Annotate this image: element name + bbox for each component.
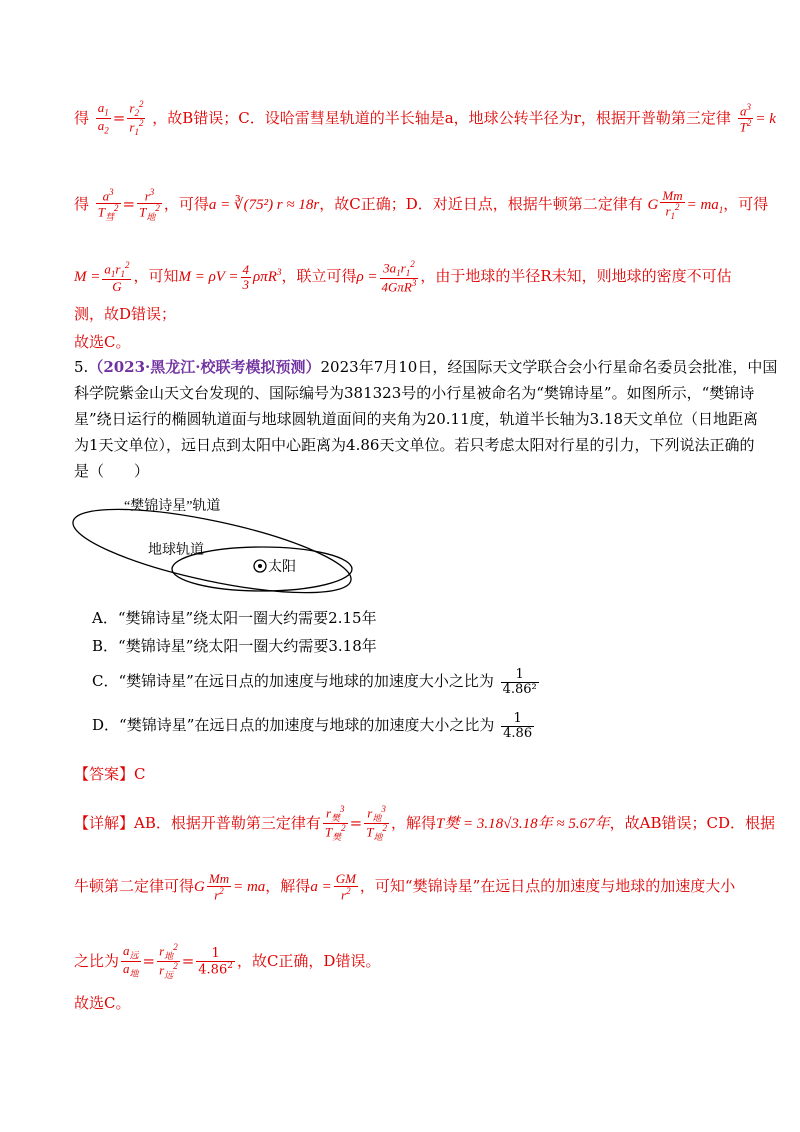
question-line-5: 是（ ） <box>74 462 150 480</box>
answer-line: 【答案】C <box>74 765 146 783</box>
orbit-diagram <box>72 494 372 604</box>
option-d-fraction: $\frac{1}{4.86}$ <box>503 711 533 741</box>
option-c[interactable]: C．“樊锦诗星”在远日点的加速度与地球的加速度大小之比为 $\frac{1}{\text{4.86²}}$ <box>92 667 537 697</box>
option-b[interactable]: B．“樊锦诗星”绕太阳一圈大约需要3.18年 <box>92 637 377 655</box>
explanation-line-3: 之比为 $\frac{a_远}{a_地}$ = $\frac{r_地^2}{r_远^2}$ = $\frac{1}{4.86^2}$ ，故C正确，D错误。 <box>74 942 381 981</box>
option-d[interactable]: D．“樊锦诗星”在远日点的加速度与地球的加速度大小之比为 $\frac{1}{4.86}$ <box>92 711 533 741</box>
label-sun: 太阳 <box>268 560 296 575</box>
solution-line-3: M = $\frac{a_1r_1^2}{G}$ ，可知M = ρV = $\frac{4}{3}$ ρπR$^3$，联立可得ρ = $\frac{3a_1r_1^2}{4G\pi R^3}$ ，由于地球的半径R未知，则地球的密度不可估 <box>74 259 732 295</box>
formula-a-ratio: $\frac{a_1}{a_2}$ <box>97 100 109 136</box>
option-a[interactable]: A．“樊锦诗星”绕太阳一圈大约需要2.15年 <box>92 609 377 627</box>
label-asteroid-orbit: “樊锦诗星”轨道 <box>124 499 221 514</box>
solution-line-1: 得 $\frac{a_1}{a_2}$ = $\frac{r_2^2}{r_1^2}$ ，故B错误；C．设哈雷彗星轨道的半长轴是a，地球公转半径为r，根据开普勒第三定律 $\frac{a^3}{T^2}$ = k <box>74 99 776 138</box>
label-earth-orbit: 地球轨道 <box>148 543 204 558</box>
option-c-fraction: $\frac{1}{\text{4.86²}}$ <box>502 667 537 697</box>
question-line-1: 5.（2023·黑龙江·校联考模拟预测）2023年7月10日，经国际天文学联合会小行星命名委员会批准，中国 <box>74 358 778 376</box>
formula-kepler: $\frac{a^3}{T^2}$ <box>739 102 752 135</box>
question-source: （2023·黑龙江·校联考模拟预测） <box>88 358 321 376</box>
solution-line-5: 故选C。 <box>74 333 131 351</box>
explanation-line-2: 牛顿第二定律可得G $\frac{Mm}{r^2}$ = ma，解得a = $\frac{GM}{r^2}$ ，可知“樊锦诗星”在远日点的加速度与地球的加速度大小 <box>74 871 736 902</box>
question-line-2: 科学院紫金山天文台发现的、国际编号为381323号的小行星被命名为“樊锦诗星”。如图所示，“樊锦诗 <box>74 384 755 402</box>
explanation-line-4: 故选C。 <box>74 994 131 1012</box>
explanation-line-1: 【详解】AB．根据开普勒第三定律有 $\frac{r_樊^3}{T_樊^2}$ = $\frac{r_地^3}{T_地^2}$ ，解得T樊 = 3.18√3.18年 ≈ 5.67年，故AB错误；CD．根据 <box>74 804 776 843</box>
question-line-4: 为1天文单位），远日点到太阳中心距离为4.86天文单位。若只考虑太阳对行星的引力，下列说法正确的 <box>74 436 755 454</box>
question-line-3: 星”绕日运行的椭圆轨道面与地球圆轨道面间的夹角为20.11度，轨道半长轴为3.18天文单位（日地距离 <box>74 410 759 428</box>
solution-line-4: 测，故D错误； <box>74 305 177 323</box>
solution-line-2: 得 $\frac{a^3}{T_彗^2}$ = $\frac{r^3}{T_地^2}$ ，可得a = ∛(75²) r ≈ 18r，故C正确；D．对近日点，根据牛顿第二定律有 G $\frac{Mm}{r_1^2}$ = $ma_1$，可得 <box>74 187 769 222</box>
